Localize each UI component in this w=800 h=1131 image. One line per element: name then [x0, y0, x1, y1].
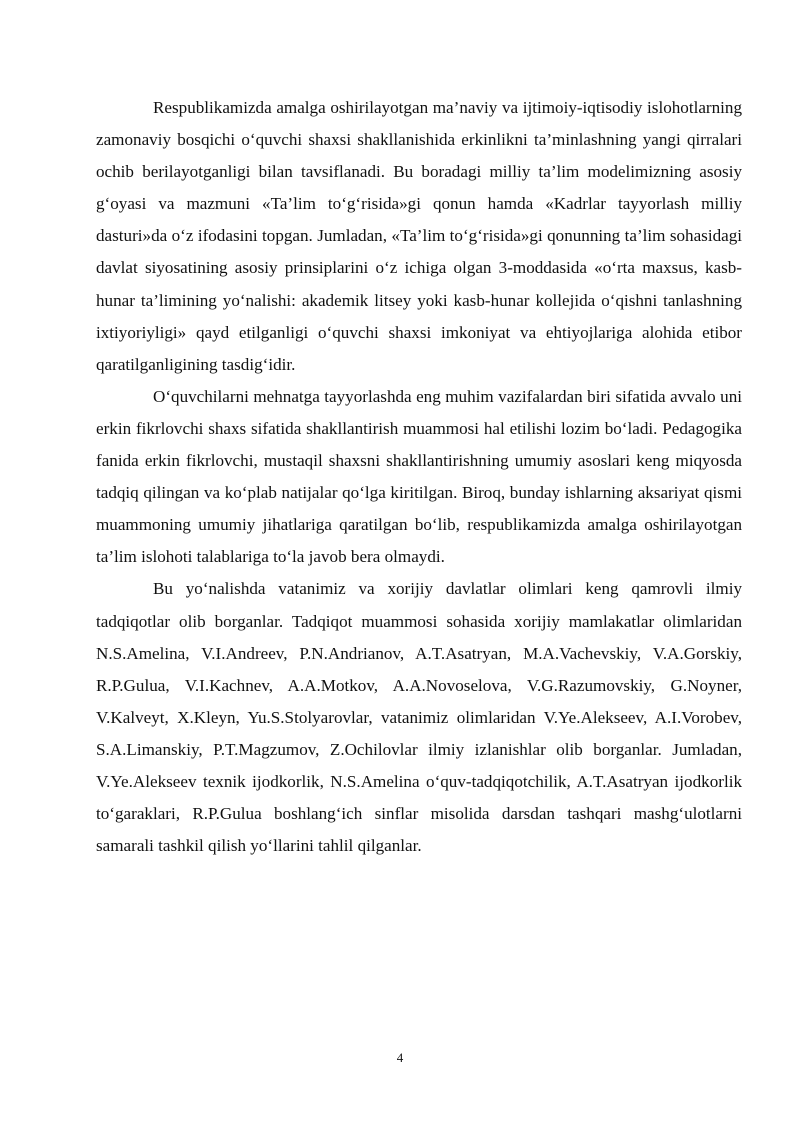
paragraph-2: O‘quvchilarni mehnatga tayyorlashda eng muhim vazifalardan biri sifatida avvalo uni erkin fikrlovchi shaxs sifatida shakllantirish muammosi hal etilishi lozim bo‘ladi. Pedagogika fanida erkin fikrlovchi, mustaqil shaxsni shakllantirishning umumiy asoslari keng miqyosda tadqiq qilingan va ko‘plab natijalar qo‘lga kiritilgan. Biroq, bunday ishlarning aksariyat qismi muammoning umumiy jihatlariga qaratilgan bo‘lib, respublikamizda amalga oshirilayotgan ta’lim islohoti talablariga to‘la javob bera olmaydi.: [96, 386, 742, 567]
body-text: [96, 92, 742, 862]
paragraph-1: Respublikamizda amalga oshirilayotgan ma’naviy va ijtimoiy-iqtisodiy islohotlarning zamonaviy bosqichi o‘quvchi shaxsi shakllanishida erkinlikni ta’minlashning yangi qirralari ochib berilayotganligi bilan tavsiflanadi. Bu boradagi milliy ta’lim modelimizning asosiy g‘oyasi va mazmuni «Ta’lim to‘g‘risida»gi qonun hamda «Kadrlar tayyorlash milliy dasturi»da o‘z ifodasini topgan. Jumladan, «Ta’lim to‘g‘risida»gi qonunning ta’lim sohasidagi davlat siyosatining asosiy prinsiplarini o‘z ichiga olgan 3-moddasida «o‘rta maxsus, kasb-hunar ta’limining yo‘nalishi: akademik litsey yoki kasb-hunar kollejida o‘qishni tanlashning ixtiyoriyligi» qayd etilganligi o‘quvchi shaxsi imkoniyat va ehtiyojlariga alohida etibor qaratilganligining tasdig‘idir.: [96, 98, 742, 374]
paragraph-3: Bu yo‘nalishda vatanimiz va xorijiy davlatlar olimlari keng qamrovli ilmiy tadqiqotlar olib borganlar. Tadqiqot muammosi sohasida xorijiy mamlakatlar olimlaridan N.S.Amelina, V.I.Andreev, P.N.Andrianov, A.T.Asatryan, M.A.Vachevskiy, V.A.Gorskiy, R.P.Gulua, V.I.Kachnev, A.A.Motkov, A.A.Novoselova, V.G.Razumovskiy, G.Noyner, V.Kalveyt, X.Kleyn, Yu.S.Stolyarovlar, vatanimiz olimlaridan V.Ye.Alekseev, A.I.Vorobev, S.A.Limanskiy, P.T.Magzumov, Z.Ochilovlar ilmiy izlanishlar olib borganlar. Jumladan, V.Ye.Alekseev texnik ijodkorlik, N.S.Amelina o‘quv-tadqiqotchilik, A.T.Asatryan ijodkorlik to‘garaklari, R.P.Gulua boshlang‘ich sinflar misolida darsdan tashqari mashg‘ulotlarni samarali tashkil qilish yo‘llarini tahlil qilganlar.: [96, 579, 742, 856]
page-number: 4: [396, 1050, 404, 1065]
